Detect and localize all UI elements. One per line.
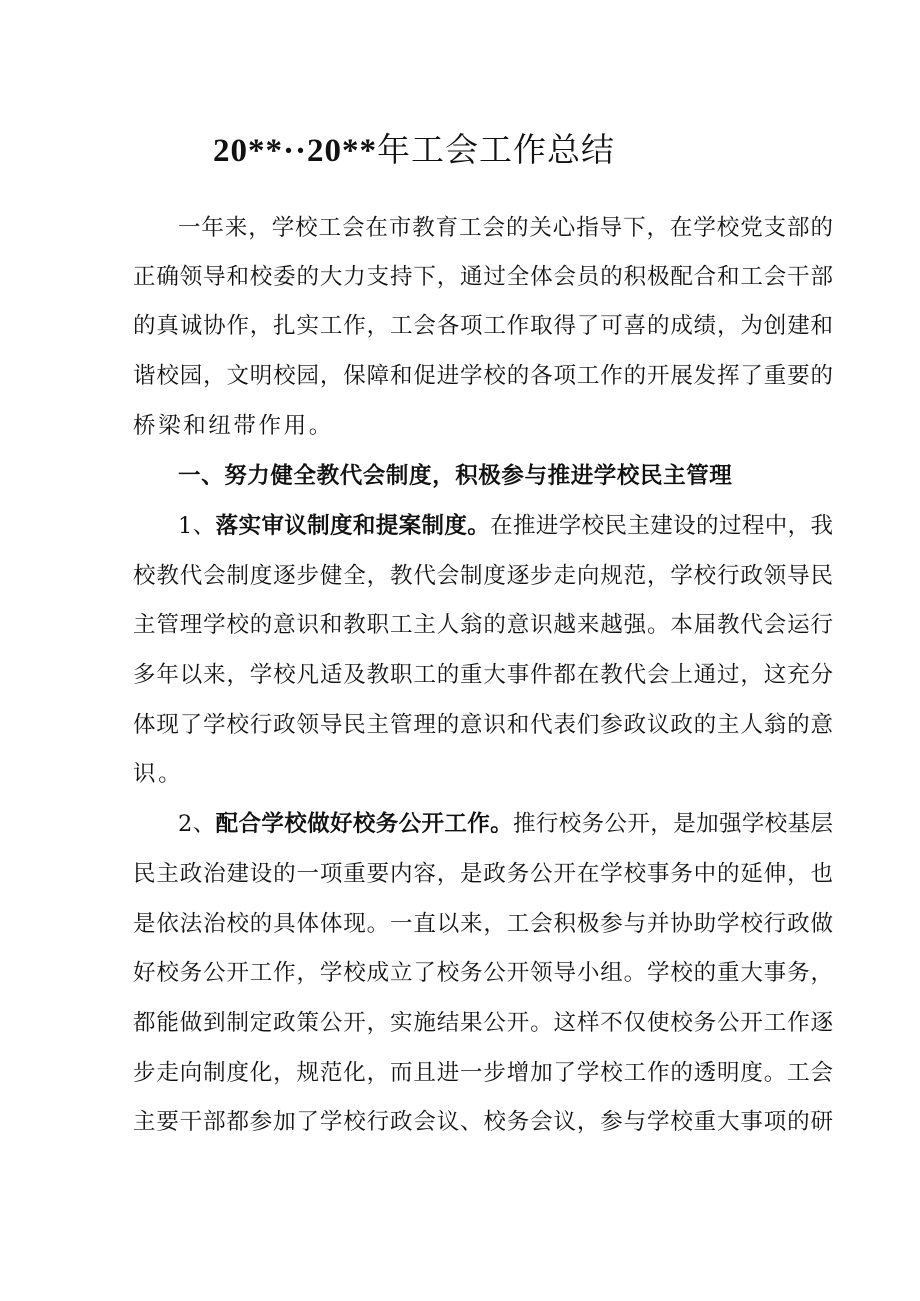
item1-line: 体现了学校行政领导民主管理的意识和代表们参政议政的主人翁的意 [133, 712, 833, 738]
section-heading: 一、努力健全教代会制度，积极参与推进学校民主管理 [178, 463, 733, 489]
document-title [213, 126, 615, 175]
item1-line: 主管理学校的意识和教职工主人翁的意识越来越强。本届教代会运行 [133, 612, 833, 638]
item2-line: 步走向制度化，规范化，而且进一步增加了学校工作的透明度。工会 [133, 1060, 833, 1086]
item2-line: 民主政治建设的一项重要内容，是政务公开在学校事务中的延伸，也 [133, 861, 833, 887]
item1-first-line [178, 511, 833, 541]
intro-line: 正确领导和校委的大力支持下，通过全体会员的积极配合和工会干部 [133, 264, 833, 290]
intro-line: 谐校园，文明校园，保障和促进学校的各项工作的开展发挥了重要的 [133, 363, 833, 389]
intro-line: 一年来，学校工会在市教育工会的关心指导下，在学校党支部的 [178, 215, 833, 241]
item2-bold-heading: 配合学校做好校务公开工作。 [215, 811, 514, 837]
item2-first-line-text: 推行校务公开，是加强学校基层 [513, 811, 833, 837]
item2-line: 都能做到制定政策公开，实施结果公开。这样不仅使校务公开工作逐 [133, 1010, 833, 1036]
item1-number: 1、 [178, 513, 216, 539]
item2-line: 主要干部都参加了学校行政会议、校务会议，参与学校重大事项的研 [133, 1109, 833, 1135]
item1-line: 多年以来，学校凡适及教职工的重大事件都在教代会上通过，这充分 [133, 662, 833, 688]
item2-number: 2、 [178, 811, 216, 837]
item2-first-line [178, 809, 833, 839]
item1-first-line-text: 在推进学校民主建设的过程中，我 [490, 513, 833, 539]
title-year-range: 20**··20** [213, 133, 378, 169]
title-text: 年工会工作总结 [377, 130, 616, 169]
item2-line: 是依法治校的具体体现。一直以来，工会积极参与并协助学校行政做 [133, 911, 833, 937]
item2-line: 好校务公开工作，学校成立了校务公开领导小组。学校的重大事务， [133, 960, 833, 986]
item1-line: 校教代会制度逐步健全，教代会制度逐步走向规范，学校行政领导民 [133, 563, 833, 589]
intro-line: 桥梁和纽带作用。 [133, 413, 334, 439]
intro-line: 的真诚协作，扎实工作，工会各项工作取得了可喜的成绩，为创建和 [133, 313, 833, 339]
item1-line: 识。 [133, 761, 184, 787]
item1-bold-heading: 落实审议制度和提案制度。 [215, 513, 491, 539]
